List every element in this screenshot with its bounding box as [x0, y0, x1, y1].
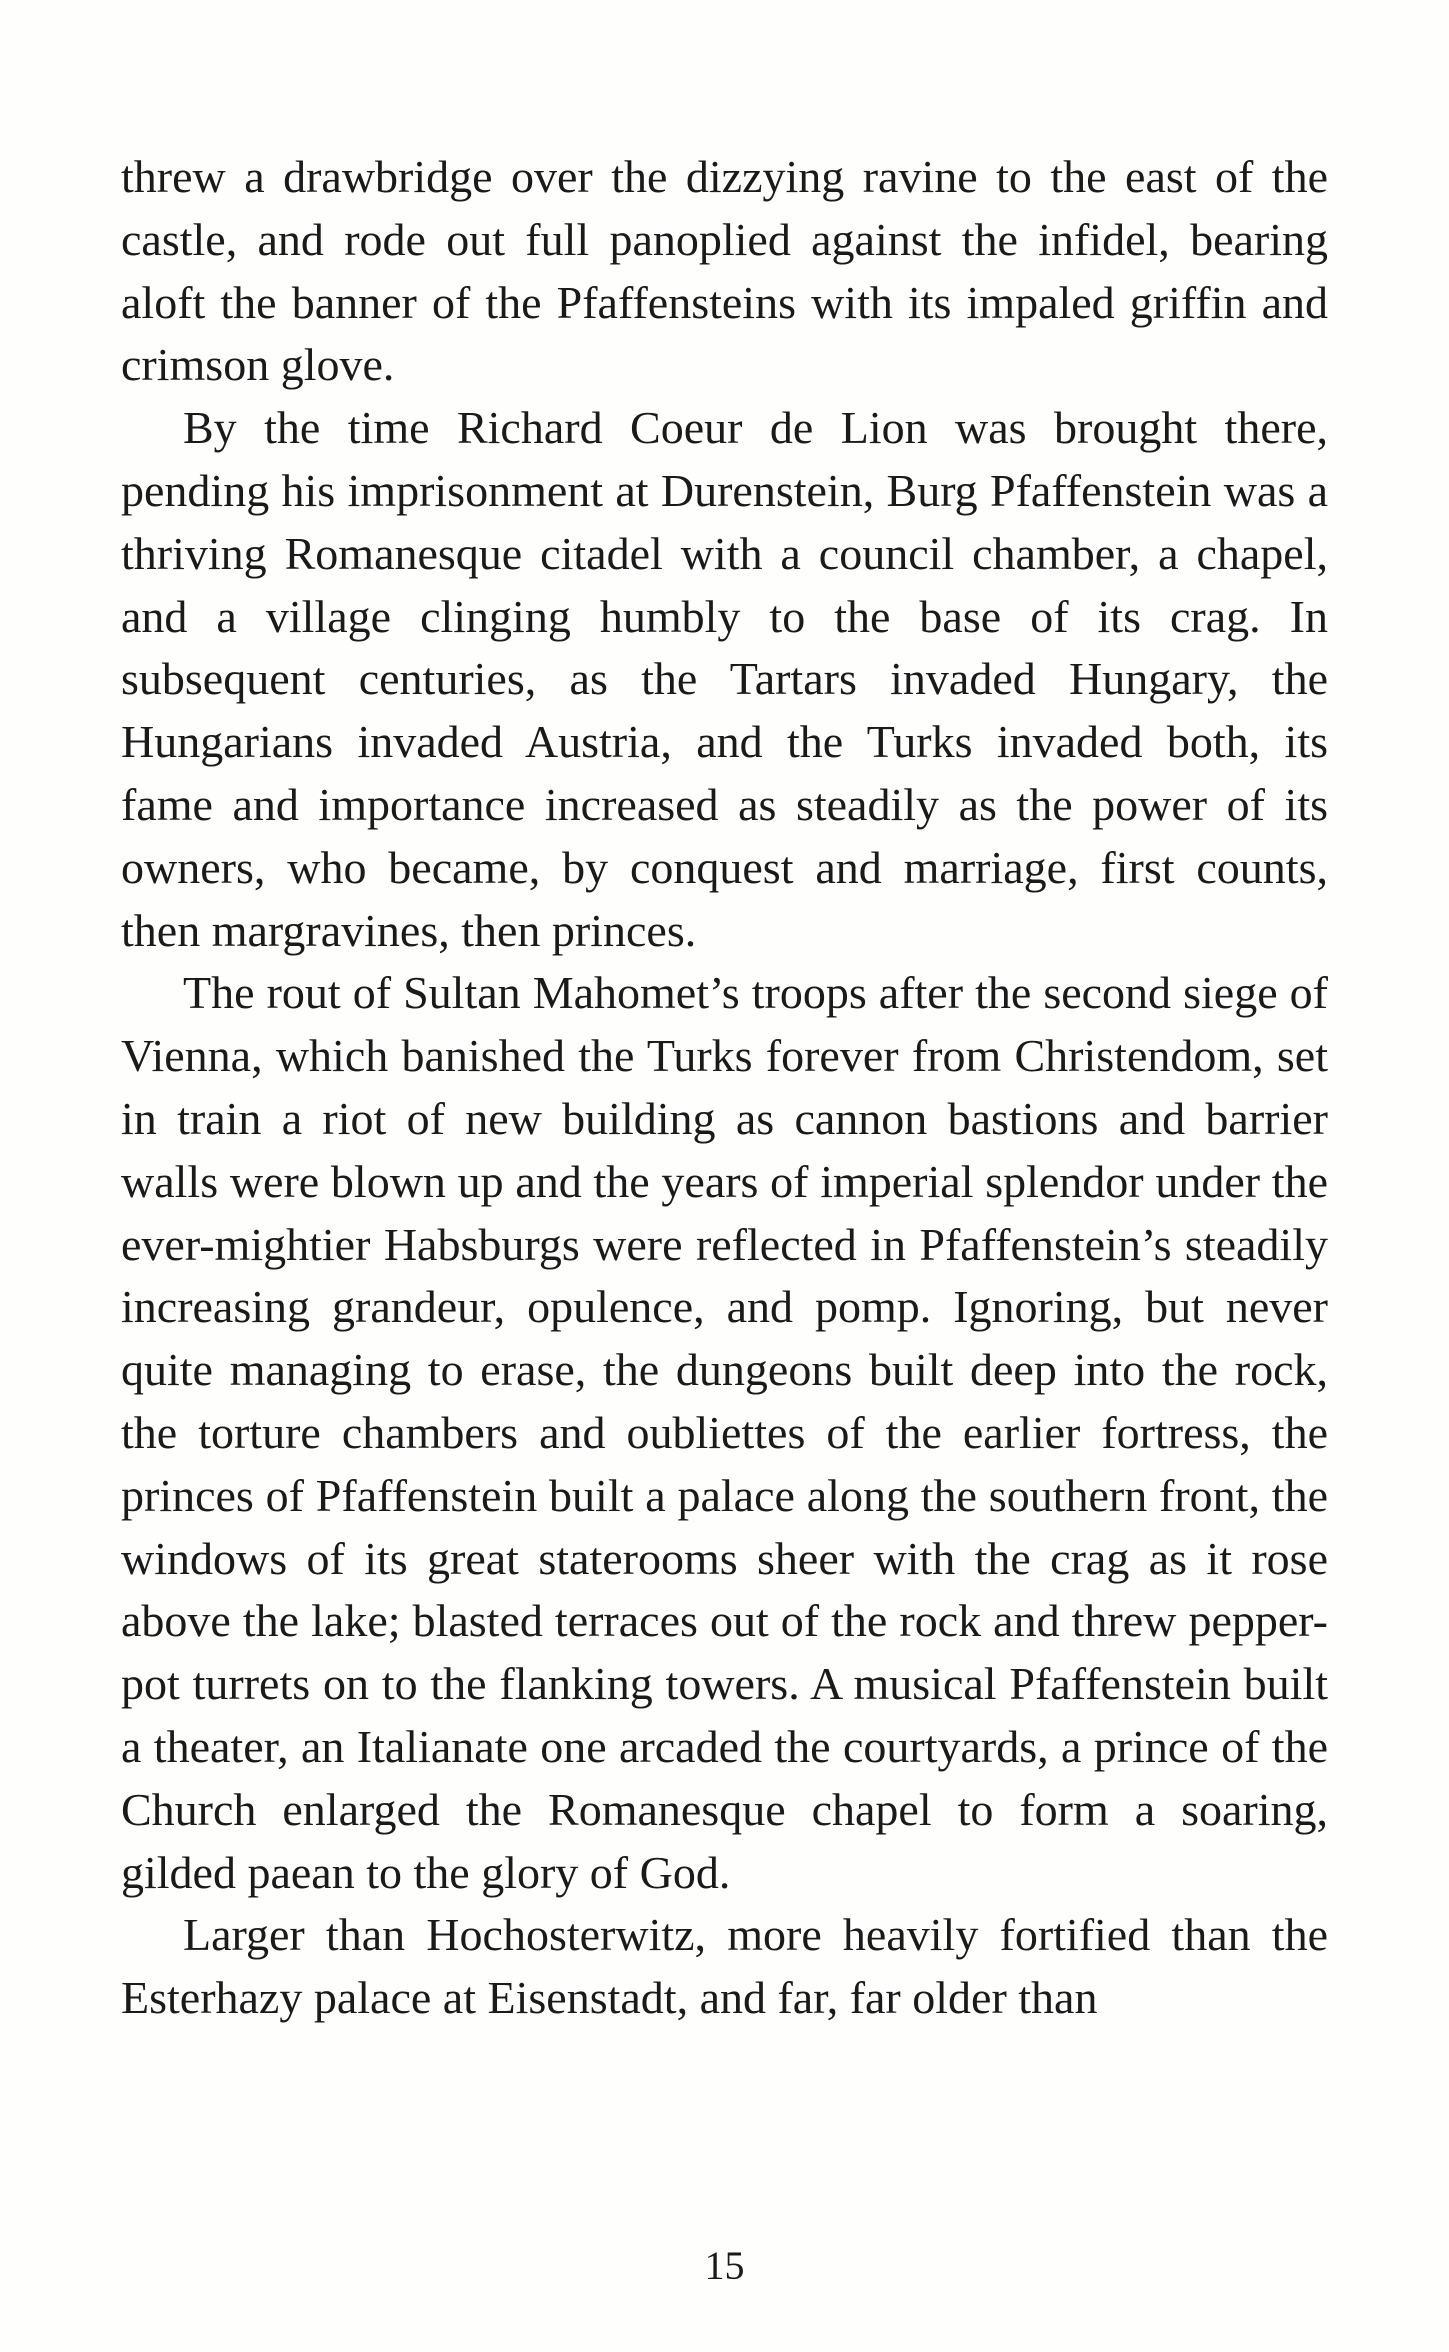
paragraph-3: The rout of Sultan Mahomet’s troops after the second siege of Vienna, which banished the Turks forever from Christendom, set in train a riot of new building as cannon bastions and barrier walls were blown up and the years of imperial splendor under the ever-mightier Habsburgs were reflected in Pfaffenstein’s steadily increasing grandeur, opulence, and pomp. Ignoring, but never quite managing to erase, the dungeons built deep into the rock, the torture chambers and oubliettes of the earlier fortress, the princes of Pfaffenstein built a palace along the southern front, the windows of its great staterooms sheer with the crag as it rose above the lake; blasted terraces out of the rock and threw pepper-pot turrets on to the flanking towers. A musical Pfaffenstein built a theater, an Italianate one arcaded the courtyards, a prince of the Church enlarged the Romanesque chapel to form a soaring, gilded paean to the glory of God. [121, 967, 1328, 1898]
paragraph-1: threw a drawbridge over the dizzying ravine to the east of the castle, and rode out full panoplied against the infidel, bearing aloft the banner of the Pfaffensteins with its impaled griffin and crimson glove. [121, 151, 1328, 391]
body-text [121, 146, 1328, 2030]
page-number: 15 [704, 2243, 745, 2288]
paragraph-2: By the time Richard Coeur de Lion was brought there, pending his imprisonment at Durenstein, Burg Pfaffenstein was a thriving Romanesque citadel with a council chamber, a chapel, and a village clinging humbly to the base of its crag. In subsequent centuries, as the Tartars invaded Hungary, the Hungarians invaded Austria, and the Turks invaded both, its fame and importance increased as steadily as the power of its owners, who became, by conquest and marriage, first counts, then margravines, then princes. [121, 402, 1328, 956]
paragraph-4: Larger than Hochosterwitz, more heavily fortified than the Esterhazy palace at Eisenstadt, and far, far older than [121, 1909, 1328, 2024]
